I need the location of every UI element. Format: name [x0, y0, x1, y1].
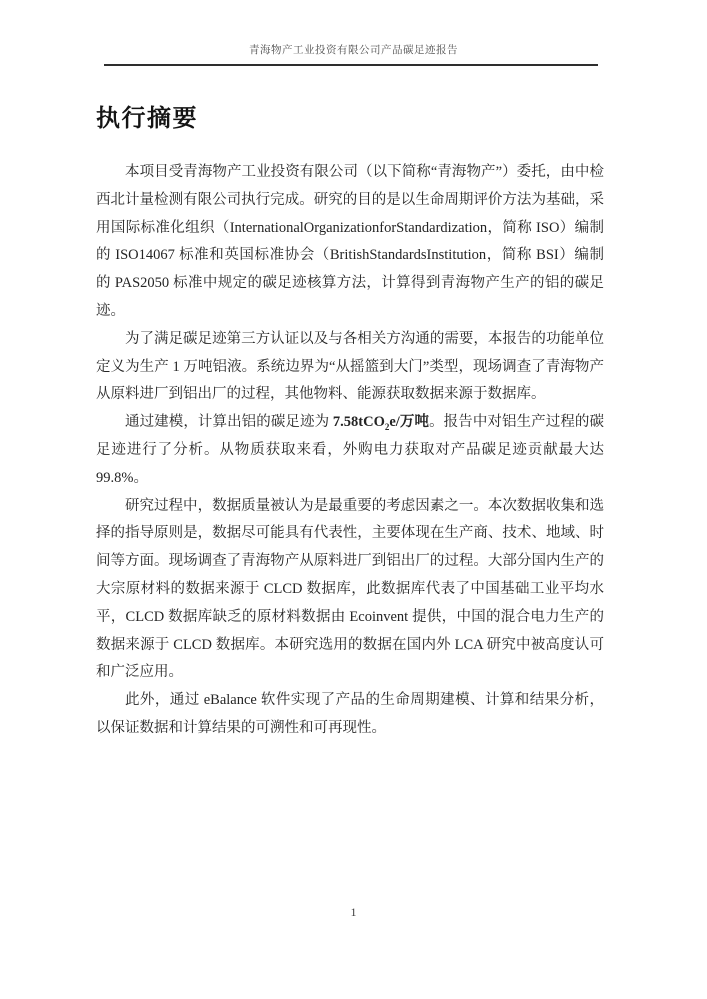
- paragraph-4: [96, 493, 604, 688]
- text-run: 研究过程中，数据质量被认为是最重要的考虑因素之一。本次数据收集和选择的指导原则是，数据尽可能具有代表性，主要体现在生产商、技术、地域、时间等方面。现场调查了青海物产从原料进厂到铝出厂的过程。大部分国内生产的大宗原材料的数据来源于 CLCD 数据库，此数据库代表了中国基础工业平均水平，CLCD 数据库缺乏的原材料数据由 Ecoinvent 提供，中国的混合电力生产的数据来源于 CLCD 数据库。本研究选用的数据在国内外 LCA 研究中被高度认可和广泛应用。: [96, 497, 604, 681]
- paragraph-3: [96, 409, 604, 492]
- paragraph-2: [96, 326, 604, 409]
- text-run: 通过建模，计算出铝的碳足迹为: [125, 414, 333, 431]
- text-run: 本项目受青海物产工业投资有限公司（以下简称“青海物产”）委托，由中检西北计量检测有限公司执行完成。研究的目的是以生命周期评价方法为基础，采用国际标准化组织（InternationalOrganizationforStandardization，简称 ISO）编制的 ISO14067 标准和英国标准协会（BritishStandardsInstitution，简称 BSI）编制的 PAS2050 标准中规定的碳足迹核算方法，计算得到青海物产生产的铝的碳足迹。: [96, 164, 604, 319]
- paragraph-5: [96, 687, 604, 743]
- carbon-footprint-value: [332, 414, 430, 433]
- subscript-2: 2: [384, 422, 390, 433]
- text-run: 为了满足碳足迹第三方认证以及与各相关方沟通的需要，本报告的功能单位定义为生产 1 万吨铝液。系统边界为“从摇篮到大门”类型，现场调查了青海物产从原料进厂到铝出厂的过程，其他物料、能源获取数据来源于数据库。: [96, 330, 604, 403]
- document-body: [96, 104, 604, 743]
- text-run-bold: e/万吨: [389, 414, 430, 431]
- text-run-bold: 7.58tCO: [332, 414, 385, 431]
- running-header-title: 青海物产工业投资有限公司产品碳足迹报告: [249, 45, 458, 56]
- header-rule: [104, 64, 598, 66]
- text-run: 。报告中对铝生产过程的碳足迹进行了分析。从物质获取来看，外购电力获取对产品碳足迹贡献最大达 99.8%。: [96, 414, 605, 486]
- section-title: 执行摘要: [96, 105, 198, 132]
- paragraph-1: [96, 159, 604, 326]
- page-number: 1: [350, 905, 357, 919]
- text-run: 此外，通过 eBalance 软件实现了产品的生命周期建模、计算和结果分析，以保证数据和计算结果的可溯性和可再现性。: [96, 692, 604, 736]
